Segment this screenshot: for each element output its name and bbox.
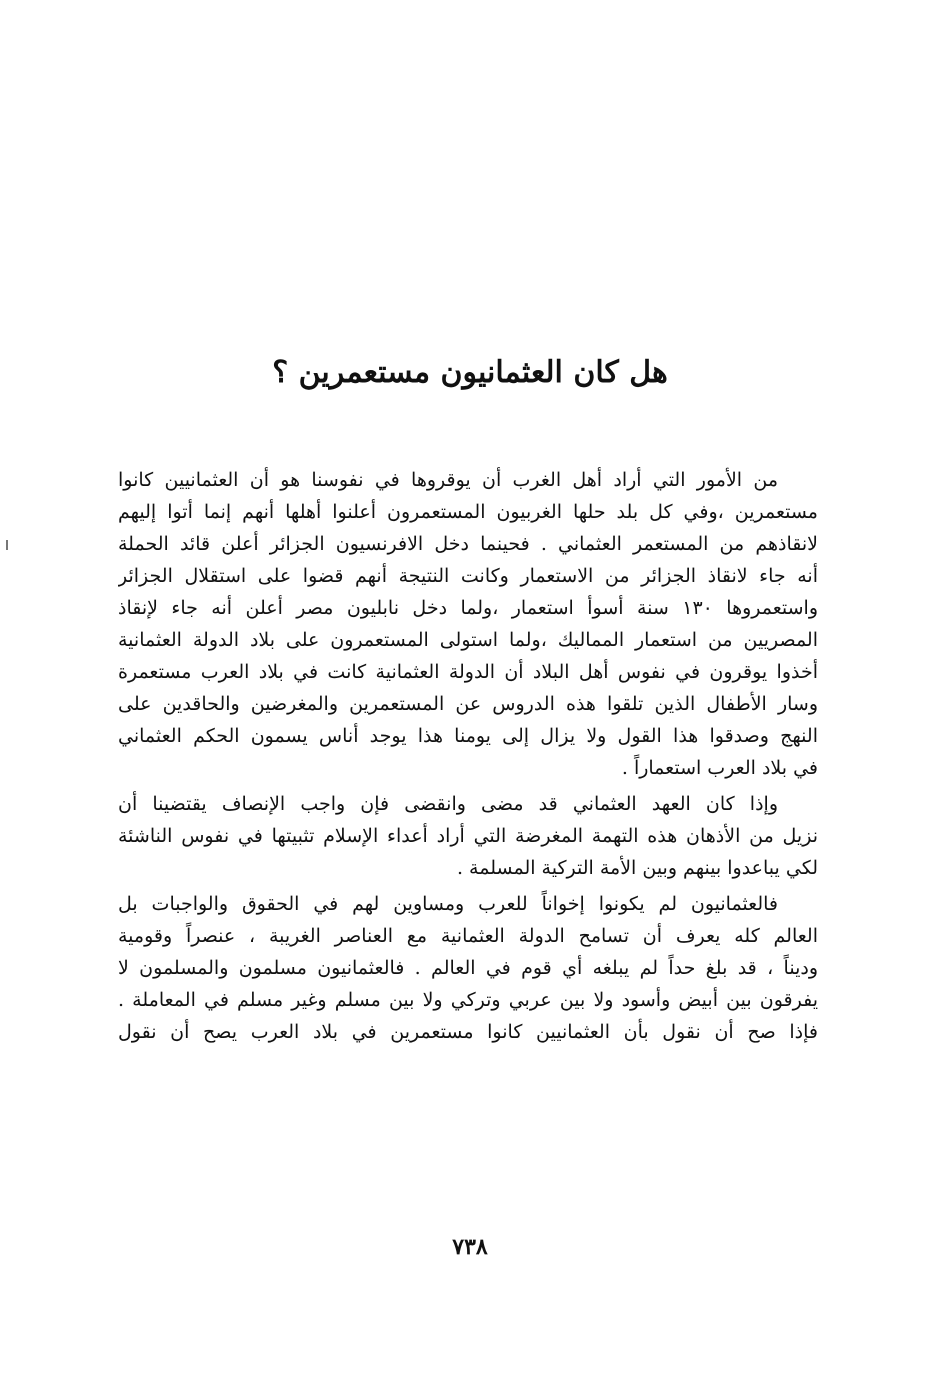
text-line: لانقاذهم من المستعمر العثماني . فحينما دخل الافرنسيون الجزائر أعلن قائد الحملة (118, 533, 818, 555)
chapter-title: هل كان العثمانيون مستعمرين ؟ (272, 355, 668, 391)
text-line: واستعمروها ١٣٠ سنة أسوأ استعمار ،ولما دخل نابليون مصر أعلن أنه جاء لإنقاذ (118, 597, 818, 619)
paragraph-2 (118, 788, 818, 884)
text-line: فالعثمانيون لم يكونوا إخواناً للعرب ومساوين لهم في الحقوق والواجبات بل (118, 893, 778, 915)
page-number: ٧٣٨ (452, 1234, 488, 1260)
scan-edge-mark (6, 540, 8, 550)
text-line: فإذا صح أن نقول بأن العثمانيين كانوا مستعمرين في بلاد العرب يصح أن نقول (118, 1021, 818, 1043)
text-line: من الأمور التي أراد أهل الغرب أن يوقروها في نفوسنا هو أن العثمانيين كانوا (118, 469, 778, 491)
text-line: العالم كله يعرف أن تسامح الدولة العثمانية مع العناصر الغريبة ، عنصراً وقومية (118, 925, 818, 947)
text-line: وإذا كان العهد العثماني قد مضى وانقضى فإن واجب الإنصاف يقتضينا أن (118, 793, 778, 815)
paragraph-1 (118, 464, 818, 784)
text-line: لكي يباعدوا بينهم وبين الأمة التركية المسلمة . (456, 857, 818, 879)
text-line: في بلاد العرب استعماراً . (621, 757, 818, 779)
body-text (118, 464, 818, 1048)
text-line: أنه جاء لانقاذ الجزائر من الاستعمار وكانت النتيجة أنهم قضوا على استقلال الجزائر (118, 565, 818, 587)
text-line: يفرقون بين أبيض وأسود ولا بين عربي وتركي ولا بين مسلم وغير مسلم في المعاملة . (118, 989, 818, 1011)
text-line: وسار الأطفال الذين تلقوا هذه الدروس عن المستعمرين والمغرضين والحاقدين على (118, 693, 818, 715)
text-line: المصريين من استعمار المماليك ،ولما استولى المستعمرون على بلاد الدولة العثمانية (118, 629, 818, 651)
text-line: أخذوا يوقرون في نفوس أهل البلاد أن الدولة العثمانية كانت في بلاد العرب مستعمرة (118, 661, 818, 683)
paragraph-3 (118, 888, 818, 1048)
text-line: مستعمرين ،وفي كل بلد حلها الغربيون المستعمرون أعلنوا أهلها أنهم إنما أتوا إليهم (118, 501, 818, 523)
text-line: وديناً ، قد بلغ حداً لم يبلغه أي قوم في العالم . فالعثمانيون مسلمون والمسلمون لا (118, 957, 818, 979)
text-line: النهج وصدقوا هذا القول ولا يزال إلى يومنا هذا يوجد أناس يسمون الحكم العثماني (118, 725, 818, 747)
text-line: نزيل من الأذهان هذه التهمة المغرضة التي أراد أعداء الإسلام تثبيتها في نفوس الناشئة (118, 825, 818, 847)
